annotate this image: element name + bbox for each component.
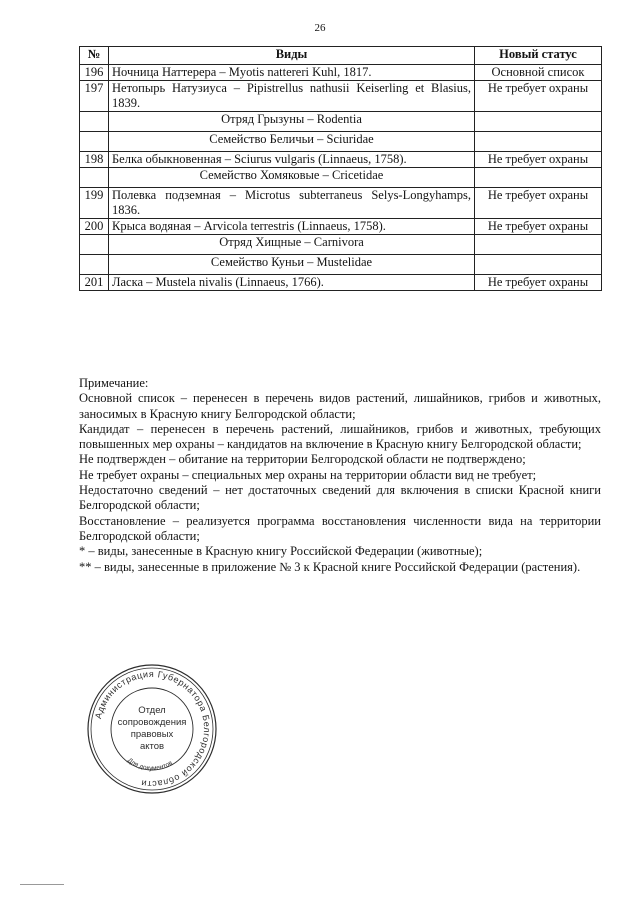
header-num: № <box>80 47 109 65</box>
species-number: 200 <box>80 219 109 235</box>
species-number: 197 <box>80 81 109 112</box>
empty-cell <box>80 132 109 152</box>
empty-cell <box>475 168 602 188</box>
note-item: Не требует охраны – специальных мер охраны на территории области вид не требует; <box>79 467 537 482</box>
species-status: Не требует охраны <box>475 152 602 168</box>
taxon-group-row <box>80 132 602 152</box>
taxon-group-row <box>80 235 602 255</box>
species-name: Ласка – Mustela nivalis (Linnaeus, 1766). <box>109 275 475 291</box>
table-row <box>80 275 602 291</box>
species-status: Не требует охраны <box>475 219 602 235</box>
header-species: Виды <box>109 47 475 65</box>
species-number: 199 <box>80 188 109 219</box>
table-row <box>80 188 602 219</box>
taxon-group-row <box>80 168 602 188</box>
notes-heading: Примечание: <box>79 376 149 390</box>
species-number: 196 <box>80 65 109 81</box>
table-row <box>80 219 602 235</box>
stamp-ring-text: Администрация Губернатора Белгородской области <box>93 668 213 790</box>
empty-cell <box>80 235 109 255</box>
species-name: Нетопырь Натузиуса – Pipistrellus nathusii Keiserling et Blasius, 1839. <box>109 81 475 112</box>
stamp-line: актов <box>139 741 165 752</box>
stamp-line: Отдел <box>138 705 166 716</box>
official-stamp <box>84 661 220 797</box>
footer-rule <box>20 884 64 885</box>
taxon-group-label: Отряд Грызуны – Rodentia <box>109 112 475 132</box>
table-header-row <box>80 47 602 65</box>
note-item: Кандидат – перенесен в перечень растений, лишайников, грибов и животных, требующих повышенных мер охраны – кандидатов на включение в Красную книгу Белгородской области; <box>79 421 601 452</box>
stamp-line: правовых <box>130 729 174 740</box>
species-name: Ночница Наттерера – Myotis nattereri Kuhl, 1817. <box>109 65 475 81</box>
table-row <box>80 81 602 112</box>
empty-cell <box>475 235 602 255</box>
note-item: Недостаточно сведений – нет достаточных сведений для включения в списки Красной книги Белгородской области; <box>79 483 601 513</box>
empty-cell <box>80 168 109 188</box>
note-item: Не подтвержден – обитание на территории Белгородской области не подтверждено; <box>79 452 526 467</box>
notes-section <box>79 376 601 575</box>
species-name: Крыса водяная – Arvicola terrestris (Linnaeus, 1758). <box>109 219 475 235</box>
taxon-group-label: Семейство Беличьи – Sciuridae <box>109 132 475 152</box>
species-number: 198 <box>80 152 109 168</box>
svg-text:Для документов <box>126 757 174 772</box>
empty-cell <box>80 112 109 132</box>
empty-cell <box>80 255 109 275</box>
species-name: Полевка подземная – Microtus subterraneus Selys-Longyhamps, 1836. <box>109 188 475 219</box>
table-row <box>80 65 602 81</box>
empty-cell <box>475 255 602 275</box>
taxon-group-row <box>80 112 602 132</box>
table-body <box>80 65 602 291</box>
species-name: Белка обыкновенная – Sciurus vulgaris (Linnaeus, 1758). <box>109 152 475 168</box>
taxon-group-label: Семейство Куньи – Mustelidae <box>109 255 475 275</box>
species-status: Не требует охраны <box>475 275 602 291</box>
stamp-line: сопровождения <box>117 717 187 728</box>
species-number: 201 <box>80 275 109 291</box>
species-status: Не требует охраны <box>475 81 602 112</box>
header-status: Новый статус <box>475 47 602 65</box>
empty-cell <box>475 112 602 132</box>
page-number: 26 <box>314 22 326 34</box>
taxon-group-row <box>80 255 602 275</box>
note-item: Восстановление – реализуется программа восстановления численности вида на территории Белгородской области; <box>79 513 601 543</box>
empty-cell <box>475 132 602 152</box>
taxon-group-label: Отряд Хищные – Carnivora <box>109 235 475 255</box>
note-item: ** – виды, занесенные в приложение № 3 к Красной книге Российской Федерации (растения). <box>79 559 581 574</box>
species-status: Не требует охраны <box>475 188 602 219</box>
note-item: Основной список – перенесен в перечень видов растений, лишайников, грибов и животных, заносимых в Красную книгу Белгородской области; <box>79 391 601 421</box>
table-row <box>80 152 602 168</box>
species-table <box>79 46 602 291</box>
stamp-bottom-text: Для документов <box>125 756 174 773</box>
taxon-group-label: Семейство Хомяковые – Cricetidae <box>109 168 475 188</box>
species-status: Основной список <box>475 65 602 81</box>
note-item: * – виды, занесенные в Красную книгу Российской Федерации (животные); <box>79 544 483 559</box>
